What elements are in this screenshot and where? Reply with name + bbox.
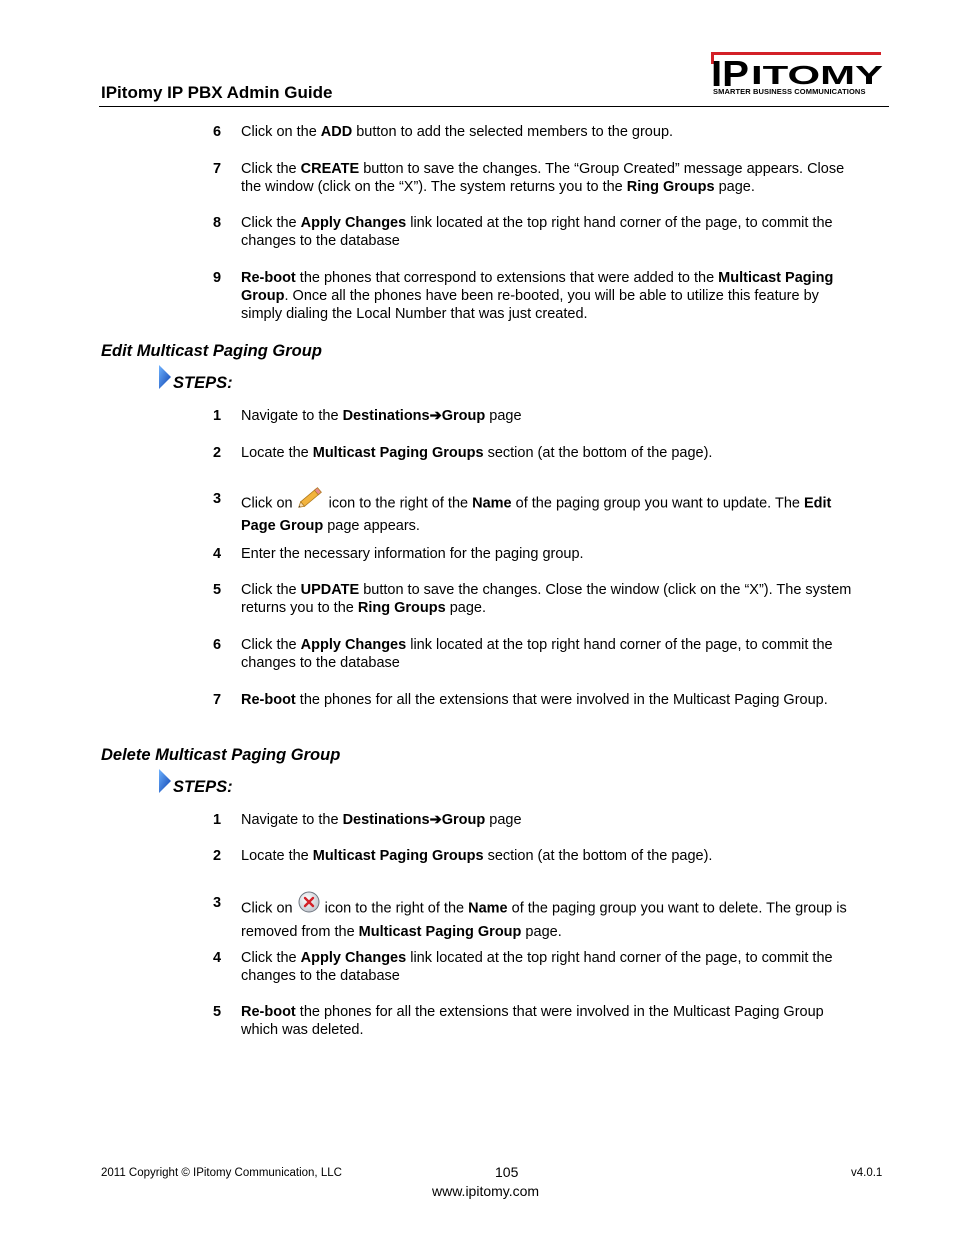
- footer-copyright: 2011 Copyright © IPitomy Communication, LLC: [101, 1167, 342, 1179]
- step-text: Click on the ADD button to add the selected members to the group.: [241, 124, 674, 140]
- step-text: Click the CREATE button to save the changes. The “Group Created” message appears. Close the window (click on the “X”). The system returns you to the Ring Groups page.: [241, 161, 845, 195]
- step-text: Enter the necessary information for the paging group.: [241, 546, 584, 562]
- delete-steps-label: [158, 774, 233, 800]
- header-divider: [99, 106, 889, 107]
- footer-version: v4.0.1: [851, 1167, 883, 1179]
- step-number: 3: [213, 491, 222, 507]
- pencil-icon: [297, 486, 325, 513]
- footer-page-number: 105: [495, 1164, 519, 1180]
- svg-text:ITOMY: ITOMY: [751, 60, 883, 90]
- step-number: 1: [213, 408, 222, 424]
- step-number: 7: [213, 161, 222, 177]
- step-text: Re-boot the phones for all the extensions that were involved in the Multicast Paging Group.: [241, 692, 828, 708]
- delete-section-heading: Delete Multicast Paging Group: [101, 746, 341, 764]
- delete-icon: [297, 890, 321, 919]
- step-number: 6: [213, 124, 222, 140]
- step-text: Click on icon to the right of the Name of the paging group you want to delete. The group is removed from the Multicast Paging Group page.: [241, 894, 861, 941]
- step-number: 4: [213, 950, 222, 966]
- step-text: Click the Apply Changes link located at the top right hand corner of the page, to commit the changes to the database: [241, 215, 833, 249]
- page-header-title: IPitomy IP PBX Admin Guide: [101, 83, 333, 102]
- svg-text:IP: IP: [711, 53, 749, 94]
- steps-label-text: STEPS:: [173, 373, 233, 392]
- step-number: 5: [213, 582, 222, 598]
- step-text: Locate the Multicast Paging Groups section (at the bottom of the page).: [241, 848, 713, 864]
- step-text: Re-boot the phones that correspond to extensions that were added to the Multicast Paging Group. Once all the phones have been re-booted, you will be able to utilize this feature by simply dialing the Local Number that was just created.: [241, 270, 834, 322]
- logo-tagline: SMARTER BUSINESS COMMUNICATIONS: [713, 87, 866, 96]
- footer-url: www.ipitomy.com: [432, 1183, 540, 1199]
- step-number: 5: [213, 1004, 222, 1020]
- step-number: 6: [213, 637, 222, 653]
- steps-label-text: STEPS:: [173, 777, 233, 796]
- arrow-right-icon: ➔: [429, 408, 442, 424]
- step-text: Re-boot the phones for all the extensions that were involved in the Multicast Paging Group which was deleted.: [241, 1004, 824, 1038]
- step-number: 1: [213, 812, 222, 828]
- step-text: Navigate to the Destinations➔Group page: [241, 408, 522, 424]
- step-number: 4: [213, 546, 222, 562]
- steps-triangle-icon: [158, 768, 172, 794]
- step-number: 8: [213, 215, 222, 231]
- step-number: 7: [213, 692, 222, 708]
- step-text: Navigate to the Destinations➔Group page: [241, 812, 522, 828]
- step-text: Locate the Multicast Paging Groups section (at the bottom of the page).: [241, 445, 713, 461]
- step-number: 2: [213, 848, 222, 864]
- arrow-right-icon: ➔: [429, 812, 442, 828]
- step-number: 2: [213, 445, 222, 461]
- steps-triangle-icon: [158, 364, 172, 390]
- step-number: 9: [213, 270, 222, 286]
- edit-section-heading: Edit Multicast Paging Group: [101, 342, 322, 360]
- step-number: 3: [213, 895, 222, 911]
- step-text: Click the UPDATE button to save the changes. Close the window (click on the “X”). The system returns you to the Ring Groups page.: [241, 582, 852, 616]
- step-text: Click on icon to the right of the Name of the paging group you want to update. The Edit Page Group page appears.: [241, 490, 861, 535]
- edit-steps-label: [158, 370, 233, 396]
- step-text: Click the Apply Changes link located at the top right hand corner of the page, to commit the changes to the database: [241, 950, 833, 984]
- step-text: Click the Apply Changes link located at the top right hand corner of the page, to commit the changes to the database: [241, 637, 833, 671]
